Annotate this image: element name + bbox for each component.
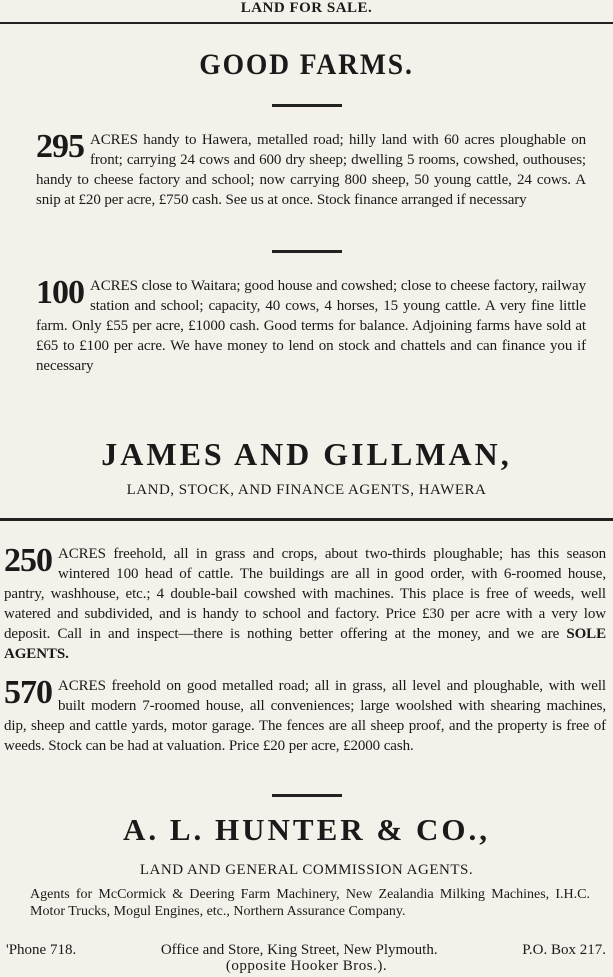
acreage-number: 295 bbox=[36, 128, 84, 165]
listing-100-acres bbox=[36, 276, 586, 376]
firm-subtitle: LAND AND GENERAL COMMISSION AGENTS. bbox=[139, 862, 474, 878]
listing-text: ACRES freehold, all in grass and crops, about two-thirds ploughable; has this season wintered 100 head of cattle. The buildings are all in good order, with 6-roomed house, pantry, washhouse, etc.; 4 double-bail cowshed with machines. This place is free of weeds, well watered and subdivided, and is handy to school and factory. Price £30 per acre with a very low deposit. Call in and inspect—there is nothing better offering at the money, and we are bbox=[4, 546, 606, 642]
firm-name: JAMES AND GILLMAN, bbox=[101, 436, 512, 472]
listing-295-acres bbox=[36, 130, 586, 210]
firm-name: A. L. HUNTER & CO., bbox=[122, 812, 490, 847]
listing-text: ACRES handy to Hawera, metalled road; hilly land with 60 acres ploughable on front; carrying 24 cows and 600 dry sheep; dwelling 5 rooms, cowshed, outhouses; handy to cheese factory and school; now carrying 800 sheep, 50 young cattle, 24 cows. A snip at £20 per acre, £750 cash. See us at once. Stock finance arranged if necessary bbox=[36, 132, 586, 208]
acreage-number: 250 bbox=[4, 542, 52, 579]
firm-subtitle: LAND, STOCK, AND FINANCE AGENTS, HAWERA bbox=[126, 482, 487, 498]
listing-text: ACRES freehold on good metalled road; all in grass, all level and ploughable, with well built modern 7-roomed house, all conveniences; large woolshed with shearing machines, dip, sheep and cattle yards, motor garage. The fences are all sheep proof, and the property is free of weeds. Stock can be had at valuation. Price £20 per acre, £2000 cash. bbox=[4, 678, 606, 754]
listing-250-acres bbox=[4, 544, 606, 664]
office-address: Office and Store, King Street, New Plymouth. bbox=[160, 942, 438, 958]
agents-list: Agents for McCormick & Deering Farm Machinery, New Zealandia Milking Machines, I.H.C. Motor Trucks, Mogul Engines, etc., Northern Assurance Company. bbox=[30, 887, 590, 919]
po-box: P.O. Box 217. bbox=[522, 942, 606, 958]
acreage-number: 570 bbox=[4, 674, 52, 711]
page-heading: LAND FOR SALE. bbox=[240, 0, 373, 16]
section-headline: GOOD FARMS. bbox=[199, 48, 414, 81]
acreage-number: 100 bbox=[36, 274, 84, 311]
sole-agents-text: SOLE AGENTS. bbox=[4, 626, 606, 662]
divider-rule bbox=[272, 104, 342, 107]
phone-number: 'Phone 718. bbox=[6, 942, 77, 958]
address-note: (opposite Hooker Bros.). bbox=[225, 958, 388, 974]
listing-text: ACRES close to Waitara; good house and cowshed; close to cheese factory, railway station and school; capacity, 40 cows, 4 horses, 15 young cattle. A very fine little farm. Only £55 per acre, £1000 cash. Good terms for balance. Adjoining farms have sold at £65 to £100 per acre. We have money to lend on stock and chattels and can finance you if necessary bbox=[36, 278, 586, 374]
section-divider bbox=[0, 518, 613, 521]
listing-570-acres bbox=[4, 676, 606, 756]
divider-rule bbox=[272, 794, 342, 797]
divider-rule bbox=[272, 250, 342, 253]
contact-row bbox=[6, 942, 606, 959]
header-rule bbox=[0, 22, 613, 24]
